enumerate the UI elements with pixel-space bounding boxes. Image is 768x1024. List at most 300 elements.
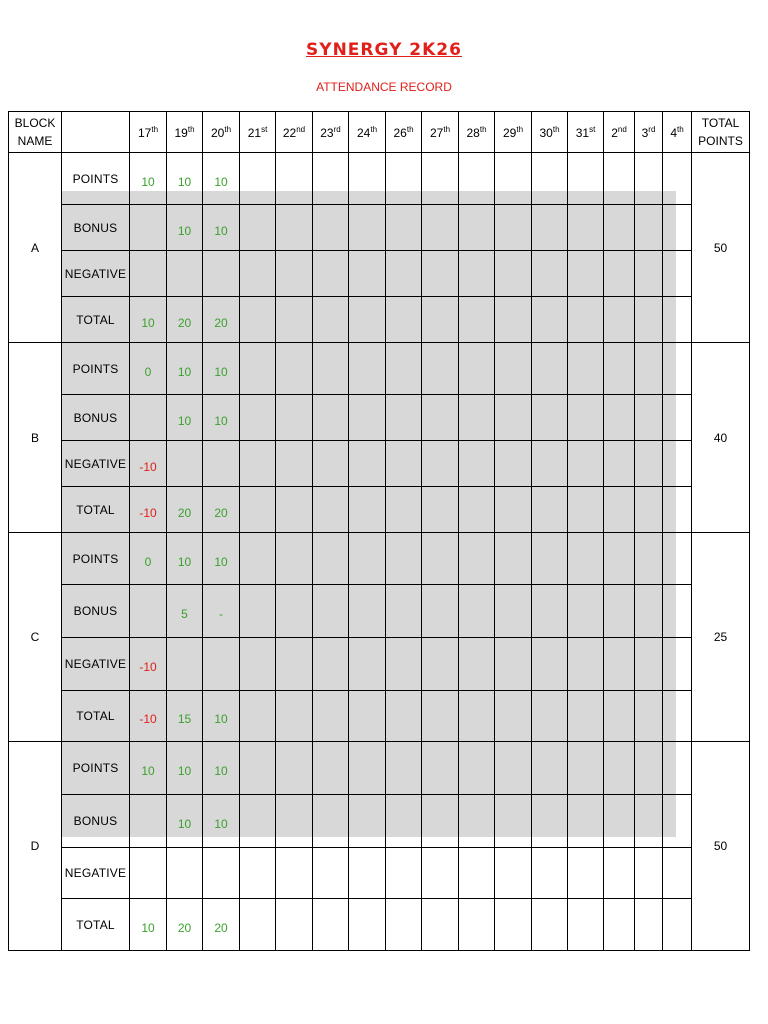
score-cell: 10 bbox=[203, 205, 240, 251]
score-cell bbox=[568, 742, 604, 795]
score-cell bbox=[313, 205, 349, 251]
date-header bbox=[568, 112, 604, 153]
table-row bbox=[9, 297, 750, 343]
score-cell bbox=[604, 251, 635, 297]
score-cell bbox=[203, 251, 240, 297]
score-cell bbox=[313, 638, 349, 691]
block-name-cell: B bbox=[9, 343, 62, 533]
score-cell bbox=[167, 848, 203, 899]
score-cell: 15 bbox=[167, 691, 203, 742]
score-cell bbox=[604, 795, 635, 848]
score-cell bbox=[313, 153, 349, 205]
score-cell bbox=[386, 441, 422, 487]
score-cell bbox=[495, 343, 532, 395]
score-cell bbox=[313, 742, 349, 795]
score-cell bbox=[635, 691, 663, 742]
score-cell bbox=[635, 638, 663, 691]
table-row bbox=[9, 848, 750, 899]
score-cell bbox=[495, 848, 532, 899]
score-cell bbox=[532, 585, 568, 638]
score-cell bbox=[568, 441, 604, 487]
score-cell bbox=[568, 395, 604, 441]
score-cell bbox=[422, 899, 459, 951]
score-cell bbox=[386, 297, 422, 343]
score-cell bbox=[568, 691, 604, 742]
score-cell bbox=[386, 691, 422, 742]
date-number: 29 bbox=[502, 125, 517, 140]
date-suffix: th bbox=[151, 124, 159, 134]
score-cell bbox=[240, 343, 276, 395]
block-name-cell: A bbox=[9, 153, 62, 343]
score-cell bbox=[604, 742, 635, 795]
score-cell bbox=[604, 899, 635, 951]
table-row bbox=[9, 899, 750, 951]
date-number: 26 bbox=[393, 125, 407, 140]
score-cell bbox=[422, 441, 459, 487]
score-cell bbox=[495, 899, 532, 951]
score-cell bbox=[663, 899, 692, 951]
score-cell bbox=[276, 585, 313, 638]
score-cell bbox=[635, 585, 663, 638]
score-cell bbox=[635, 533, 663, 585]
score-cell bbox=[313, 441, 349, 487]
score-cell bbox=[313, 585, 349, 638]
score-cell bbox=[635, 795, 663, 848]
date-number: 23 bbox=[320, 125, 334, 140]
score-cell bbox=[276, 395, 313, 441]
score-cell: 10 bbox=[203, 343, 240, 395]
score-cell bbox=[167, 251, 203, 297]
score-cell bbox=[635, 742, 663, 795]
score-cell bbox=[568, 297, 604, 343]
score-cell bbox=[604, 585, 635, 638]
score-cell bbox=[663, 585, 692, 638]
score-cell bbox=[495, 297, 532, 343]
score-cell bbox=[495, 441, 532, 487]
score-cell bbox=[459, 691, 495, 742]
score-cell: 20 bbox=[203, 297, 240, 343]
score-cell bbox=[386, 251, 422, 297]
date-suffix: nd bbox=[617, 124, 627, 134]
table-row bbox=[9, 487, 750, 533]
score-cell: -10 bbox=[130, 638, 167, 691]
score-cell bbox=[663, 533, 692, 585]
date-number: 4 bbox=[670, 125, 677, 140]
date-header bbox=[203, 112, 240, 153]
score-cell bbox=[532, 899, 568, 951]
score-cell bbox=[203, 441, 240, 487]
row-label-total: TOTAL bbox=[62, 899, 130, 951]
date-header bbox=[349, 112, 386, 153]
score-cell bbox=[422, 205, 459, 251]
table-row bbox=[9, 691, 750, 742]
row-label-negative: NEGATIVE bbox=[62, 251, 130, 297]
score-cell bbox=[635, 848, 663, 899]
block-total-cell: 50 bbox=[692, 742, 750, 951]
score-cell bbox=[604, 153, 635, 205]
score-cell bbox=[349, 205, 386, 251]
score-cell bbox=[386, 343, 422, 395]
score-cell bbox=[495, 395, 532, 441]
score-cell bbox=[276, 441, 313, 487]
date-suffix: th bbox=[224, 124, 232, 134]
date-header bbox=[313, 112, 349, 153]
score-cell bbox=[422, 533, 459, 585]
date-number: 17 bbox=[137, 125, 152, 140]
score-cell bbox=[349, 487, 386, 533]
date-number: 21 bbox=[247, 125, 262, 140]
block-name-cell: C bbox=[9, 533, 62, 742]
score-cell bbox=[568, 153, 604, 205]
score-cell bbox=[167, 638, 203, 691]
score-cell: 10 bbox=[167, 533, 203, 585]
table-row bbox=[9, 742, 750, 795]
score-cell bbox=[495, 795, 532, 848]
table-row bbox=[9, 585, 750, 638]
block-total-cell: 40 bbox=[692, 343, 750, 533]
score-cell bbox=[386, 205, 422, 251]
score-cell bbox=[459, 441, 495, 487]
table-row bbox=[9, 205, 750, 251]
score-cell bbox=[635, 487, 663, 533]
score-cell: 5 bbox=[167, 585, 203, 638]
score-cell bbox=[635, 153, 663, 205]
score-cell bbox=[130, 795, 167, 848]
score-cell bbox=[568, 638, 604, 691]
score-cell: 20 bbox=[167, 899, 203, 951]
row-label-bonus: BONUS bbox=[62, 395, 130, 441]
score-cell bbox=[532, 251, 568, 297]
score-cell bbox=[459, 297, 495, 343]
score-cell bbox=[422, 848, 459, 899]
row-label-bonus: BONUS bbox=[62, 205, 130, 251]
score-cell bbox=[422, 585, 459, 638]
date-number: 22 bbox=[282, 125, 297, 140]
score-cell bbox=[459, 848, 495, 899]
score-cell bbox=[130, 251, 167, 297]
score-cell: 10 bbox=[167, 205, 203, 251]
score-cell bbox=[459, 343, 495, 395]
score-cell bbox=[663, 343, 692, 395]
score-cell bbox=[240, 441, 276, 487]
score-cell bbox=[240, 205, 276, 251]
row-label-points: POINTS bbox=[62, 742, 130, 795]
score-cell bbox=[495, 205, 532, 251]
score-cell bbox=[495, 533, 532, 585]
table-row bbox=[9, 795, 750, 848]
score-cell bbox=[276, 848, 313, 899]
date-suffix: st bbox=[589, 124, 596, 134]
score-cell: 10 bbox=[130, 742, 167, 795]
score-cell bbox=[635, 205, 663, 251]
score-cell bbox=[568, 487, 604, 533]
date-header bbox=[167, 112, 203, 153]
score-cell bbox=[663, 795, 692, 848]
score-cell bbox=[495, 742, 532, 795]
score-cell bbox=[422, 395, 459, 441]
score-cell bbox=[167, 441, 203, 487]
score-cell bbox=[604, 395, 635, 441]
score-cell bbox=[349, 153, 386, 205]
date-suffix: th bbox=[552, 124, 560, 134]
row-label-bonus: BONUS bbox=[62, 585, 130, 638]
score-cell bbox=[663, 153, 692, 205]
date-number: 24 bbox=[356, 125, 371, 140]
score-cell bbox=[276, 691, 313, 742]
score-cell bbox=[240, 585, 276, 638]
score-cell bbox=[568, 585, 604, 638]
score-cell bbox=[313, 848, 349, 899]
date-number: 31 bbox=[575, 125, 590, 140]
score-cell: 10 bbox=[167, 795, 203, 848]
score-cell bbox=[240, 533, 276, 585]
score-cell bbox=[203, 848, 240, 899]
score-cell bbox=[349, 533, 386, 585]
score-cell bbox=[240, 899, 276, 951]
score-cell bbox=[532, 297, 568, 343]
total-points-header: TOTAL POINTS bbox=[692, 112, 750, 153]
score-cell bbox=[313, 297, 349, 343]
row-label-points: POINTS bbox=[62, 153, 130, 205]
score-cell bbox=[276, 533, 313, 585]
score-cell bbox=[663, 395, 692, 441]
score-cell bbox=[459, 395, 495, 441]
score-cell bbox=[349, 795, 386, 848]
date-header bbox=[635, 112, 663, 153]
score-cell: 20 bbox=[203, 899, 240, 951]
score-cell bbox=[495, 638, 532, 691]
score-cell bbox=[313, 899, 349, 951]
date-header bbox=[532, 112, 568, 153]
score-cell bbox=[568, 795, 604, 848]
date-number: 3 bbox=[641, 125, 649, 140]
score-cell bbox=[532, 848, 568, 899]
table-row bbox=[9, 533, 750, 585]
table-row bbox=[9, 251, 750, 297]
score-cell bbox=[386, 487, 422, 533]
score-cell: 10 bbox=[167, 742, 203, 795]
score-cell bbox=[130, 848, 167, 899]
table-row bbox=[9, 638, 750, 691]
score-cell bbox=[568, 343, 604, 395]
date-header bbox=[386, 112, 422, 153]
score-cell bbox=[240, 795, 276, 848]
score-cell bbox=[568, 205, 604, 251]
score-cell bbox=[459, 487, 495, 533]
score-cell bbox=[349, 251, 386, 297]
score-cell bbox=[422, 691, 459, 742]
score-cell bbox=[203, 638, 240, 691]
date-suffix: th bbox=[443, 124, 451, 134]
score-cell bbox=[635, 297, 663, 343]
score-cell bbox=[532, 638, 568, 691]
score-cell bbox=[604, 848, 635, 899]
score-cell: 10 bbox=[130, 297, 167, 343]
score-cell bbox=[422, 297, 459, 343]
score-cell bbox=[422, 638, 459, 691]
score-cell bbox=[532, 395, 568, 441]
block-name-header: BLOCK NAME bbox=[9, 112, 62, 153]
score-cell bbox=[349, 395, 386, 441]
score-cell: 20 bbox=[203, 487, 240, 533]
score-cell bbox=[276, 205, 313, 251]
block-total-cell: 25 bbox=[692, 533, 750, 742]
score-cell bbox=[532, 343, 568, 395]
score-cell bbox=[130, 585, 167, 638]
score-cell bbox=[276, 638, 313, 691]
score-cell bbox=[240, 251, 276, 297]
date-number: 2 bbox=[611, 125, 618, 140]
score-cell bbox=[459, 205, 495, 251]
date-header bbox=[663, 112, 692, 153]
score-cell: 10 bbox=[130, 899, 167, 951]
score-cell bbox=[604, 533, 635, 585]
date-suffix: th bbox=[187, 124, 195, 134]
score-cell: -10 bbox=[130, 691, 167, 742]
date-header bbox=[130, 112, 167, 153]
score-cell bbox=[604, 487, 635, 533]
score-cell bbox=[459, 795, 495, 848]
score-cell bbox=[422, 487, 459, 533]
date-header bbox=[495, 112, 532, 153]
score-cell bbox=[532, 795, 568, 848]
date-suffix: th bbox=[479, 124, 487, 134]
score-cell bbox=[532, 153, 568, 205]
score-cell bbox=[604, 297, 635, 343]
score-cell bbox=[276, 487, 313, 533]
score-cell bbox=[240, 742, 276, 795]
date-number: 30 bbox=[539, 125, 553, 140]
score-cell bbox=[635, 343, 663, 395]
score-cell bbox=[663, 691, 692, 742]
header-row bbox=[9, 112, 750, 153]
page-subtitle: ATTENDANCE RECORD bbox=[316, 80, 452, 94]
score-cell: 10 bbox=[167, 395, 203, 441]
score-cell bbox=[349, 343, 386, 395]
score-cell bbox=[386, 395, 422, 441]
score-cell bbox=[422, 343, 459, 395]
page-title: SYNERGY 2K26 bbox=[306, 40, 462, 60]
attendance-table bbox=[8, 111, 750, 951]
score-cell bbox=[568, 533, 604, 585]
score-cell bbox=[459, 533, 495, 585]
score-cell bbox=[386, 638, 422, 691]
score-cell bbox=[313, 691, 349, 742]
score-cell bbox=[604, 205, 635, 251]
score-cell bbox=[604, 343, 635, 395]
score-cell bbox=[276, 343, 313, 395]
row-label-negative: NEGATIVE bbox=[62, 441, 130, 487]
score-cell bbox=[349, 297, 386, 343]
score-cell bbox=[130, 205, 167, 251]
date-header bbox=[459, 112, 495, 153]
score-cell bbox=[532, 691, 568, 742]
date-suffix: th bbox=[677, 124, 684, 134]
date-header bbox=[422, 112, 459, 153]
score-cell: 20 bbox=[167, 487, 203, 533]
block-total-cell: 50 bbox=[692, 153, 750, 343]
score-cell bbox=[313, 533, 349, 585]
score-cell bbox=[532, 205, 568, 251]
score-cell bbox=[635, 441, 663, 487]
score-cell bbox=[386, 742, 422, 795]
score-cell bbox=[313, 395, 349, 441]
score-cell bbox=[276, 153, 313, 205]
score-cell bbox=[313, 795, 349, 848]
score-cell bbox=[663, 638, 692, 691]
score-cell bbox=[349, 899, 386, 951]
row-label-bonus: BONUS bbox=[62, 795, 130, 848]
date-number: 27 bbox=[429, 125, 444, 140]
score-cell bbox=[663, 297, 692, 343]
score-cell bbox=[240, 487, 276, 533]
score-cell bbox=[459, 585, 495, 638]
score-cell bbox=[495, 153, 532, 205]
score-cell: - bbox=[203, 585, 240, 638]
score-cell bbox=[663, 742, 692, 795]
score-cell bbox=[240, 638, 276, 691]
score-cell bbox=[495, 251, 532, 297]
table-row bbox=[9, 343, 750, 395]
score-cell bbox=[386, 153, 422, 205]
score-cell bbox=[386, 533, 422, 585]
score-cell bbox=[495, 585, 532, 638]
score-cell bbox=[568, 251, 604, 297]
score-cell bbox=[349, 848, 386, 899]
score-cell: -10 bbox=[130, 441, 167, 487]
score-cell bbox=[386, 585, 422, 638]
score-cell bbox=[386, 795, 422, 848]
score-cell bbox=[313, 251, 349, 297]
score-cell bbox=[422, 251, 459, 297]
score-cell bbox=[349, 441, 386, 487]
score-cell bbox=[386, 848, 422, 899]
date-header bbox=[604, 112, 635, 153]
score-cell bbox=[459, 153, 495, 205]
score-cell bbox=[604, 441, 635, 487]
score-cell bbox=[349, 638, 386, 691]
table-row bbox=[9, 395, 750, 441]
score-cell bbox=[386, 899, 422, 951]
date-header bbox=[240, 112, 276, 153]
row-label-negative: NEGATIVE bbox=[62, 848, 130, 899]
score-cell bbox=[635, 395, 663, 441]
score-cell: 0 bbox=[130, 343, 167, 395]
score-cell bbox=[663, 441, 692, 487]
score-cell bbox=[663, 487, 692, 533]
score-cell bbox=[240, 848, 276, 899]
date-suffix: rd bbox=[333, 124, 341, 134]
score-cell bbox=[276, 742, 313, 795]
score-cell bbox=[532, 533, 568, 585]
score-cell bbox=[459, 899, 495, 951]
score-cell bbox=[532, 742, 568, 795]
score-cell: 10 bbox=[203, 691, 240, 742]
score-cell bbox=[349, 585, 386, 638]
date-suffix: th bbox=[516, 124, 524, 134]
score-cell bbox=[459, 742, 495, 795]
score-cell: 10 bbox=[167, 343, 203, 395]
score-cell: 0 bbox=[130, 533, 167, 585]
date-suffix: nd bbox=[296, 124, 306, 134]
row-label-points: POINTS bbox=[62, 343, 130, 395]
score-cell bbox=[240, 395, 276, 441]
score-cell bbox=[240, 691, 276, 742]
row-label-total: TOTAL bbox=[62, 691, 130, 742]
score-cell bbox=[635, 251, 663, 297]
score-cell: 10 bbox=[203, 795, 240, 848]
score-cell bbox=[568, 899, 604, 951]
